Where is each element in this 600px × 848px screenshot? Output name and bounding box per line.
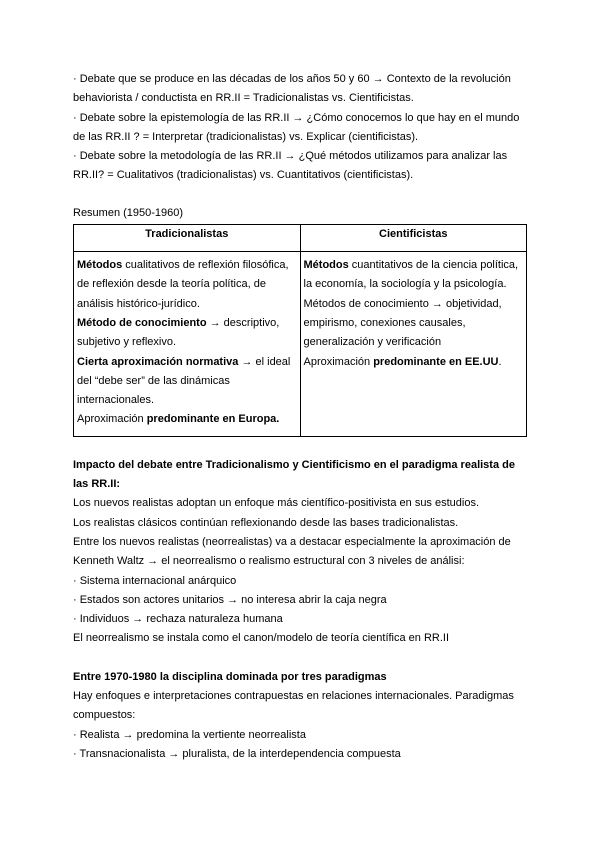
cell-text: Aproximación	[303, 355, 374, 368]
comparison-table	[73, 224, 527, 437]
bullet-item: · Realista → predomina la vertiente neorrealista	[73, 728, 306, 741]
table-cell-tradicionalistas	[74, 252, 301, 437]
bullet-item: · Transnacionalista → pluralista, de la interdependencia compuesta	[73, 747, 401, 760]
section-heading-impacto	[73, 456, 528, 495]
intro-paragraph: · Debate sobre la metodología de las RR.II → ¿Qué métodos utilizamos para analizar las RR.II? = Cualitativos (tradicionalistas) vs. Cuantitativos (cientificistas).	[73, 150, 508, 182]
body-line: Los nuevos realistas adoptan un enfoque más científico-positivista en sus estudios.	[73, 497, 480, 510]
heading-text: Impacto del debate entre Tradicionalismo y Cientificismo en el paradigma realista de las RR.II:	[73, 458, 515, 491]
intro-paragraph: · Debate que se produce en las décadas de los años 50 y 60 → Contexto de la revolución behaviorista / conductista en RR.II = Tradicionalistas vs. Cientificistas.	[73, 73, 511, 105]
bullet-item: · Sistema internacional anárquico	[73, 574, 237, 587]
cell-text: Aproximación	[77, 413, 147, 426]
bullet-item: · Estados son actores unitarios → no interesa abrir la caja negra	[73, 593, 387, 606]
intro-paragraph: · Debate sobre la epistemología de las RR.II → ¿Cómo conocemos lo que hay en el mundo de las RR.II ? = Interpretar (tradicionalistas) vs. Explicar (cientificistas).	[73, 111, 520, 143]
bold-term: predominante en EE.UU	[373, 355, 499, 368]
body-line: El neorrealismo se instala como el canon/modelo de teoría científica en RR.II	[73, 632, 450, 645]
cell-text: → descriptivo, subjetivo y reflexivo.	[77, 316, 280, 349]
cell-text: cualitativos de reflexión filosófica, de reflexión desde la teoría política, de análisis histórico-jurídico.	[77, 259, 289, 310]
cell-text: Métodos de conocimiento → objetividad, empirismo, conexiones causales, generalización y verificación	[303, 297, 502, 349]
body-line: Hay enfoques e interpretaciones contrapuestas en relaciones internacionales. Paradigmas compuestos:	[73, 690, 514, 722]
bullet-item: · Individuos → rechaza naturaleza humana	[73, 613, 283, 626]
bold-term: Método de conocimiento	[77, 316, 207, 329]
bold-term: predominante en Europa.	[146, 413, 280, 426]
resumen-label: Resumen (1950-1960)	[73, 206, 184, 219]
section-heading-paradigmas	[73, 668, 528, 687]
table-header-cientificistas: Cientificistas	[300, 225, 527, 252]
table-cell-cientificistas	[300, 252, 527, 437]
bold-term: Métodos	[77, 259, 123, 272]
body-line: Los realistas clásicos continúan reflexionando desde las bases tradicionalistas.	[73, 516, 459, 529]
cell-text: .	[498, 355, 502, 368]
bold-term: Cierta aproximación normativa	[77, 355, 239, 368]
body-line: Entre los nuevos realistas (neorrealistas) va a destacar especialmente la aproximación de Kenneth Waltz → el neorrealismo o realismo estructural con 3 niveles de análisi:	[73, 535, 511, 568]
bold-term: Métodos	[303, 259, 349, 272]
heading-text: Entre 1970-1980 la disciplina dominada por tres paradigmas	[73, 670, 387, 683]
cell-text: cuantitativos de la ciencia política, la economía, la sociología y la psicología.	[303, 259, 519, 291]
cell-text: → el ideal del “debe ser” de las dinámicas internacionales.	[77, 355, 291, 407]
table-header-tradicionalistas: Tradicionalistas	[74, 225, 301, 252]
document-body	[73, 70, 528, 764]
